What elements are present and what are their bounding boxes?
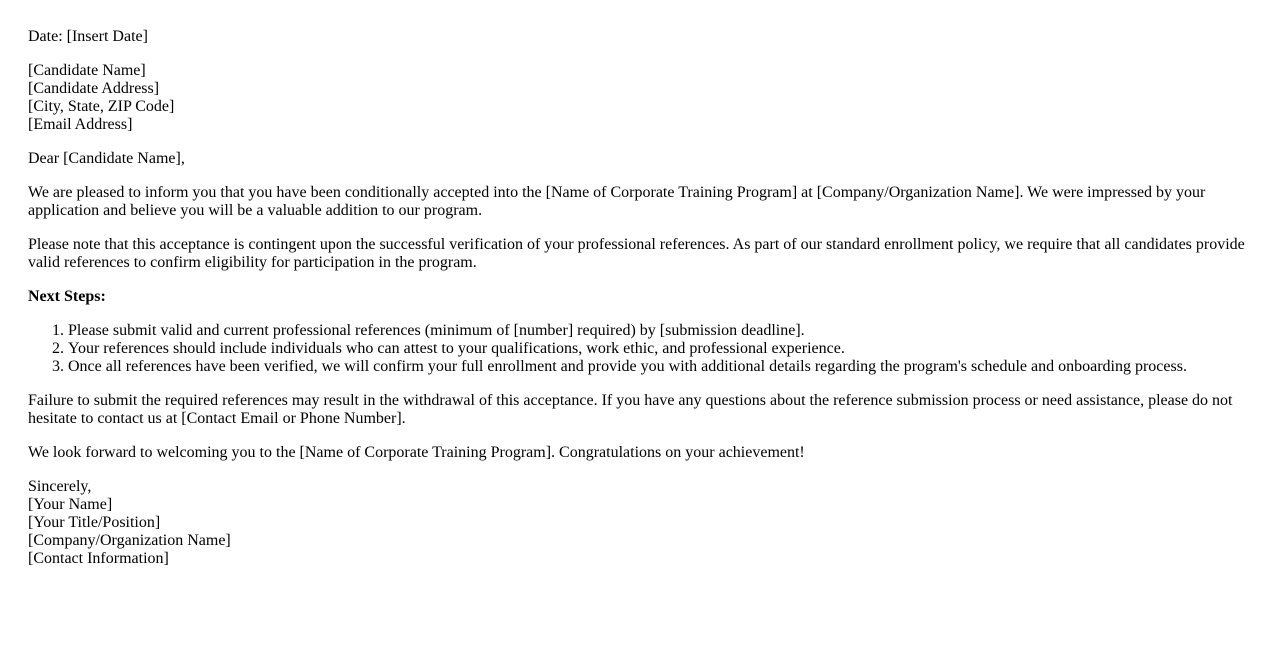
recipient-email: [Email Address] bbox=[28, 116, 133, 133]
signature-contact: [Contact Information] bbox=[28, 550, 169, 567]
recipient-name: [Candidate Name] bbox=[28, 62, 146, 79]
signature-closing: Sincerely, bbox=[28, 478, 92, 495]
next-steps-list bbox=[28, 322, 1250, 376]
paragraph-acceptance: We are pleased to inform you that you have been conditionally accepted into the [Name of Corporate Training Program] at [Company/Organization Name]. We were impressed by your application and believe you will be a valuable addition to our program. bbox=[28, 184, 1206, 219]
next-step-item: 3. Once all references have been verified, we will confirm your full enrollment and provide you with additional details regarding the program's schedule and onboarding process. bbox=[68, 358, 1250, 376]
recipient-address: [Candidate Address] bbox=[28, 80, 160, 97]
salutation: Dear [Candidate Name], bbox=[28, 150, 185, 167]
date-line: Date: [Insert Date] bbox=[28, 28, 148, 45]
paragraph-contingency: Please note that this acceptance is contingent upon the successful verification of your professional references. As part of our standard enrollment policy, we require that all candidates provide valid references to confirm eligibility for participation in the program. bbox=[28, 236, 1245, 271]
paragraph-welcome: We look forward to welcoming you to the [Name of Corporate Training Program]. Congratulations on your achievement! bbox=[28, 444, 805, 461]
signature-name: [Your Name] bbox=[28, 496, 113, 513]
recipient-block bbox=[28, 62, 1250, 134]
next-step-item: 2. Your references should include individuals who can attest to your qualifications, work ethic, and professional experience. bbox=[68, 340, 1250, 358]
signature-block bbox=[28, 478, 1250, 568]
signature-title: [Your Title/Position] bbox=[28, 514, 161, 531]
signature-organization: [Company/Organization Name] bbox=[28, 532, 231, 549]
paragraph-failure-notice: Failure to submit the required references may result in the withdrawal of this acceptance. If you have any questions about the reference submission process or need assistance, please do not hesitate to contact us at [Contact Email or Phone Number]. bbox=[28, 392, 1233, 427]
next-step-item: 1. Please submit valid and current professional references (minimum of [number] required) by [submission deadline]. bbox=[68, 322, 1250, 340]
next-steps-heading: Next Steps: bbox=[28, 288, 106, 305]
acceptance-letter bbox=[28, 28, 1250, 584]
recipient-city-state-zip: [City, State, ZIP Code] bbox=[28, 98, 175, 115]
